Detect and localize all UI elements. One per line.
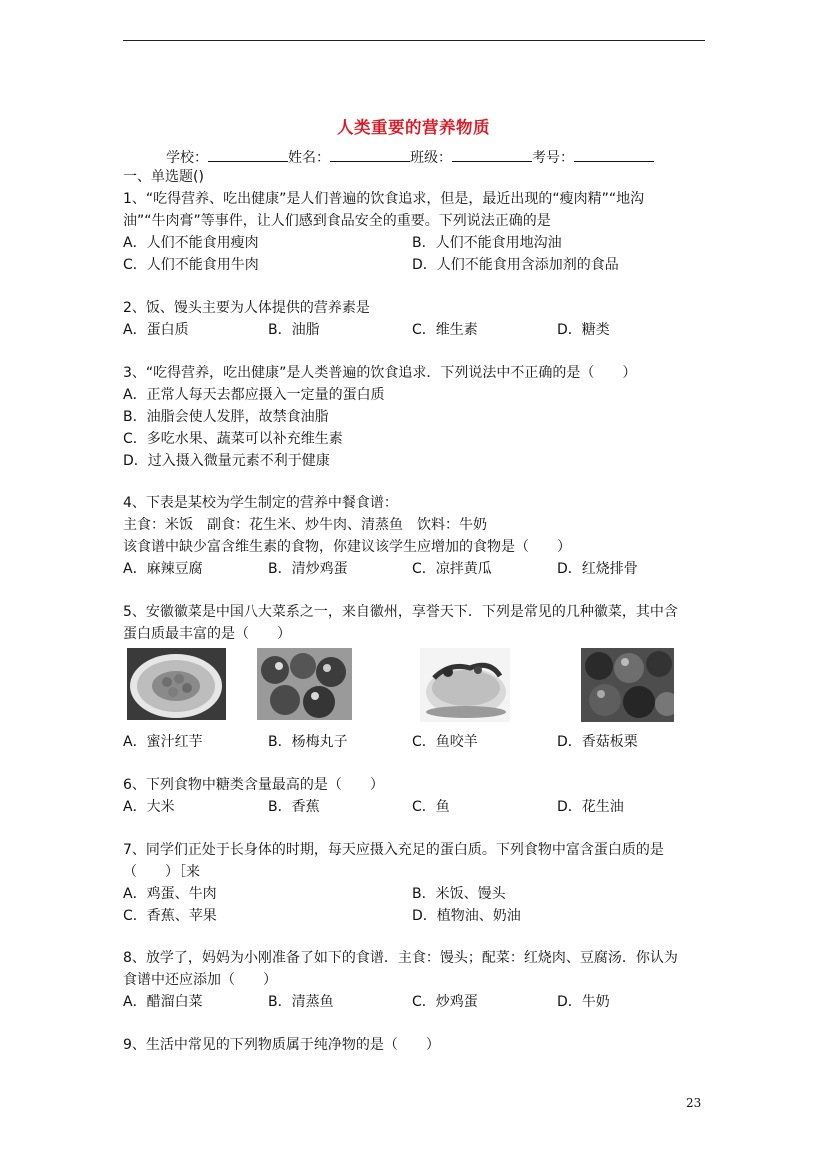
q9-stem: 9、生活中常见的下列物质属于纯净物的是（ ） bbox=[123, 1037, 440, 1053]
header-rule bbox=[123, 40, 705, 41]
q8-stem-line1: 8、放学了，妈妈为小刚准备了如下的食谱．主食：馒头；配菜：红烧肉、豆腐汤．你认为 bbox=[123, 950, 678, 966]
page-title: 人类重要的营养物质 bbox=[337, 118, 490, 137]
q2-option-a[interactable]: A．蛋白质 bbox=[123, 322, 189, 338]
school-label: 学校： bbox=[166, 150, 208, 166]
q6-option-a[interactable]: A．大米 bbox=[123, 799, 175, 815]
q7-stem-line2: （ ）［来 bbox=[123, 864, 200, 880]
q3-option-c[interactable]: C．多吃水果、蔬菜可以补充维生素 bbox=[123, 431, 343, 447]
q3-option-a[interactable]: A．正常人每天去都应摄入一定量的蛋白质 bbox=[123, 387, 385, 403]
name-blank[interactable] bbox=[330, 147, 410, 162]
q3-stem: 3、“吃得营养，吃出健康”是人类普遍的饮食追求．下列说法中不正确的是（ ） bbox=[123, 365, 637, 381]
food-photo-fish-lamb bbox=[420, 648, 510, 722]
student-info-line bbox=[166, 147, 654, 167]
q6-option-b[interactable]: B．香蕉 bbox=[268, 799, 320, 815]
q6-stem: 6、下列食物中糖类含量最高的是（ ） bbox=[123, 777, 384, 793]
q4-stem-line2: 主食：米饭 副食：花生米、炒牛肉、清蒸鱼 饮料：牛奶 bbox=[123, 517, 487, 533]
q6-option-c[interactable]: C．鱼 bbox=[412, 799, 450, 815]
q8-option-a[interactable]: A．醋溜白菜 bbox=[123, 994, 203, 1010]
q4-option-d[interactable]: D．红烧排骨 bbox=[557, 561, 638, 577]
q1-option-d[interactable]: D．人们不能食用含添加剂的食品 bbox=[412, 257, 619, 273]
q5-option-c[interactable]: C．鱼咬羊 bbox=[412, 734, 478, 750]
q2-stem: 2、饭、馒头主要为人体提供的营养素是 bbox=[123, 300, 370, 316]
q5-option-d[interactable]: D．香菇板栗 bbox=[557, 734, 638, 750]
class-blank[interactable] bbox=[452, 147, 532, 162]
q7-option-d[interactable]: D．植物油、奶油 bbox=[412, 908, 521, 924]
q7-option-a[interactable]: A．鸡蛋、牛肉 bbox=[123, 886, 217, 902]
school-blank[interactable] bbox=[208, 147, 288, 162]
q2-option-b[interactable]: B．油脂 bbox=[268, 322, 320, 338]
section-heading: 一、单选题() bbox=[123, 169, 204, 185]
food-photo-sweet-potato bbox=[127, 648, 226, 720]
number-label: 考号： bbox=[532, 150, 574, 166]
page-number: 23 bbox=[686, 1096, 702, 1110]
food-photo-mushroom-chestnut bbox=[581, 648, 674, 722]
q5-stem-line1: 5、安徽徽菜是中国八大菜系之一，来自徽州，享誉天下．下列是常见的几种徽菜，其中含 bbox=[123, 604, 678, 620]
q4-stem-line3: 该食谱中缺少富含维生素的食物，你建议该学生应增加的食物是（ ） bbox=[123, 539, 571, 555]
q3-option-d[interactable]: D．过入摄入微量元素不利于健康 bbox=[123, 453, 330, 469]
q3-option-b[interactable]: B．油脂会使人发胖，故禁食油脂 bbox=[123, 409, 329, 425]
q1-stem-line2: 油”“牛肉膏”等事件，让人们感到食品安全的重要。下列说法正确的是 bbox=[123, 213, 551, 229]
q2-option-c[interactable]: C．维生素 bbox=[412, 322, 478, 338]
q1-option-c[interactable]: C．人们不能食用牛肉 bbox=[123, 257, 259, 273]
q7-option-c[interactable]: C．香蕉、苹果 bbox=[123, 908, 217, 924]
q6-option-d[interactable]: D．花生油 bbox=[557, 799, 624, 815]
q7-option-b[interactable]: B．米饭、馒头 bbox=[412, 886, 506, 902]
q4-option-c[interactable]: C．凉拌黄瓜 bbox=[412, 561, 492, 577]
q8-stem-line2: 食谱中还应添加（ ） bbox=[123, 972, 277, 988]
name-label: 姓名： bbox=[288, 150, 330, 166]
q1-option-b[interactable]: B．人们不能食用地沟油 bbox=[412, 235, 562, 251]
q2-option-d[interactable]: D．糖类 bbox=[557, 322, 610, 338]
class-label: 班级： bbox=[410, 150, 452, 166]
q5-option-a[interactable]: A．蜜汁红芋 bbox=[123, 734, 203, 750]
number-blank[interactable] bbox=[574, 147, 654, 162]
q8-option-b[interactable]: B．清蒸鱼 bbox=[268, 994, 334, 1010]
q1-stem-line1: 1、“吃得营养、吃出健康”是人们普遍的饮食追求，但是，最近出现的“瘦肉精”“地沟 bbox=[123, 191, 645, 207]
q4-option-a[interactable]: A．麻辣豆腐 bbox=[123, 561, 203, 577]
q4-stem-line1: 4、下表是某校为学生制定的营养中餐食谱： bbox=[123, 495, 398, 511]
q4-option-b[interactable]: B．清炒鸡蛋 bbox=[268, 561, 348, 577]
food-photo-meatballs bbox=[257, 648, 352, 720]
q8-option-c[interactable]: C．炒鸡蛋 bbox=[412, 994, 478, 1010]
q5-stem-line2: 蛋白质最丰富的是（ ） bbox=[123, 626, 291, 642]
q1-option-a[interactable]: A．人们不能食用瘦肉 bbox=[123, 235, 259, 251]
q7-stem-line1: 7、同学们正处于长身体的时期，每天应摄入充足的蛋白质。下列食物中富含蛋白质的是 bbox=[123, 842, 664, 858]
q5-option-b[interactable]: B．杨梅丸子 bbox=[268, 734, 348, 750]
q8-option-d[interactable]: D．牛奶 bbox=[557, 994, 610, 1010]
